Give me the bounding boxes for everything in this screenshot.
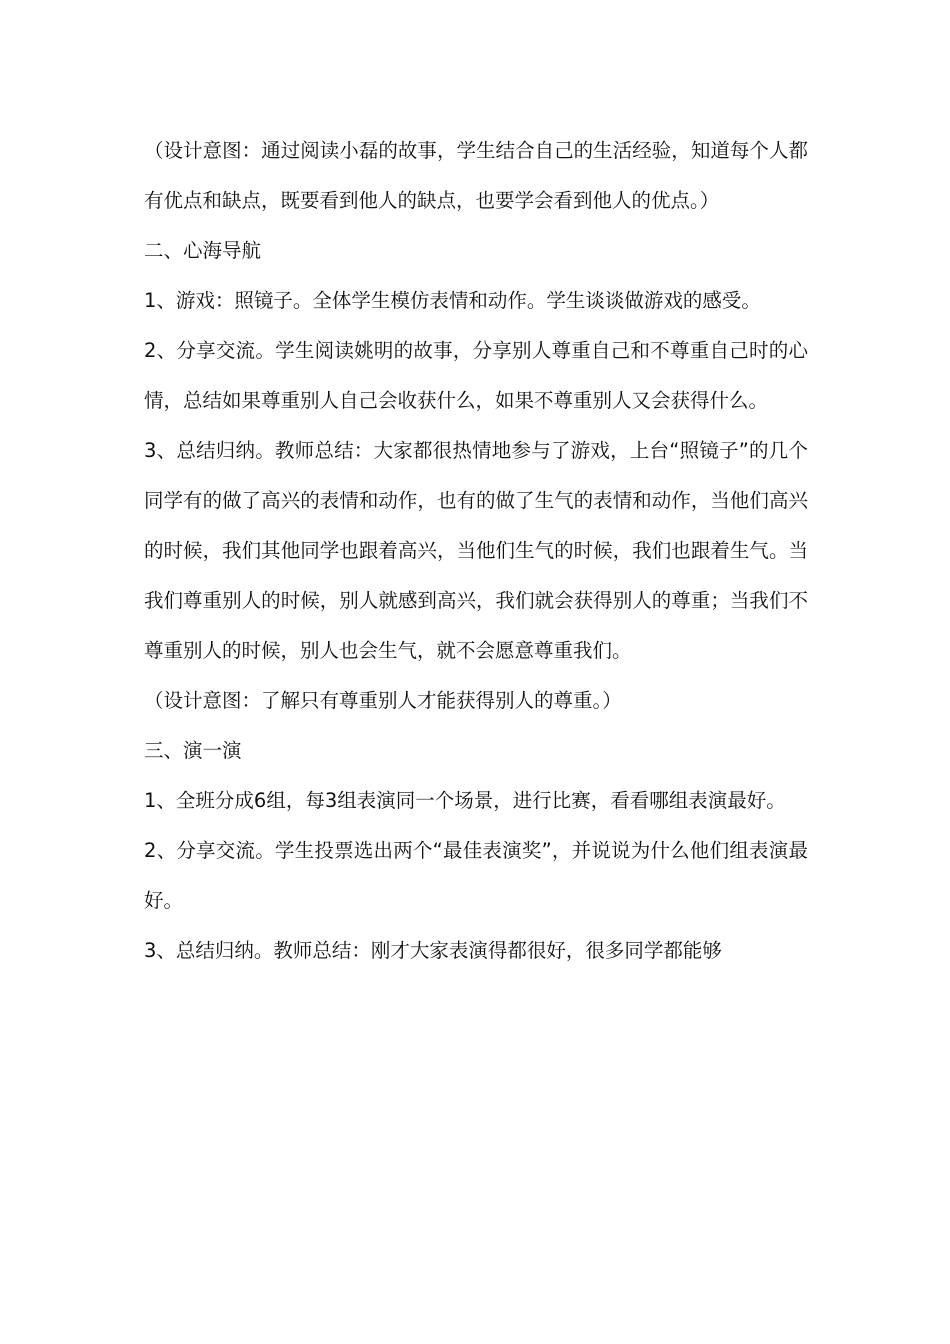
section-heading: 三、演一演 bbox=[144, 739, 242, 762]
section-heading: 二、心海导航 bbox=[144, 239, 262, 262]
design-intent-paragraph: （设计意图：通过阅读小磊的故事，学生结合自己的生活经验，知道每个人都有优点和缺点，既要看到他人的缺点，也要学会看到他人的优点。） bbox=[144, 139, 808, 212]
document-body bbox=[144, 126, 808, 976]
body-paragraph: 3、总结归纳。教师总结：大家都很热情地参与了游戏，上台“照镜子”的几个同学有的做了高兴的表情和动作，也有的做了生气的表情和动作，当他们高兴的时候，我们其他同学也跟着高兴，当他们生气的时候，我们也跟着生气。当我们尊重别人的时候，别人就感到高兴，我们就会获得别人的尊重；当我们不尊重别人的时候，别人也会生气，就不会愿意尊重我们。 bbox=[144, 439, 808, 662]
body-paragraph: 2、分享交流。学生阅读姚明的故事，分享别人尊重自己和不尊重自己时的心情，总结如果尊重别人自己会收获什么，如果不尊重别人又会获得什么。 bbox=[144, 339, 808, 412]
body-paragraph: 2、分享交流。学生投票选出两个“最佳表演奖”，并说说为什么他们组表演最好。 bbox=[144, 839, 808, 912]
body-paragraph: 1、游戏：照镜子。全体学生模仿表情和动作。学生谈谈做游戏的感受。 bbox=[144, 289, 761, 312]
design-intent-paragraph: （设计意图：了解只有尊重别人才能获得别人的尊重。） bbox=[144, 689, 622, 712]
body-paragraph: 3、总结归纳。教师总结：刚才大家表演得都很好，很多同学都能够 bbox=[144, 939, 722, 962]
body-paragraph: 1、全班分成6组，每3组表演同一个场景，进行比赛，看看哪组表演最好。 bbox=[144, 789, 786, 812]
